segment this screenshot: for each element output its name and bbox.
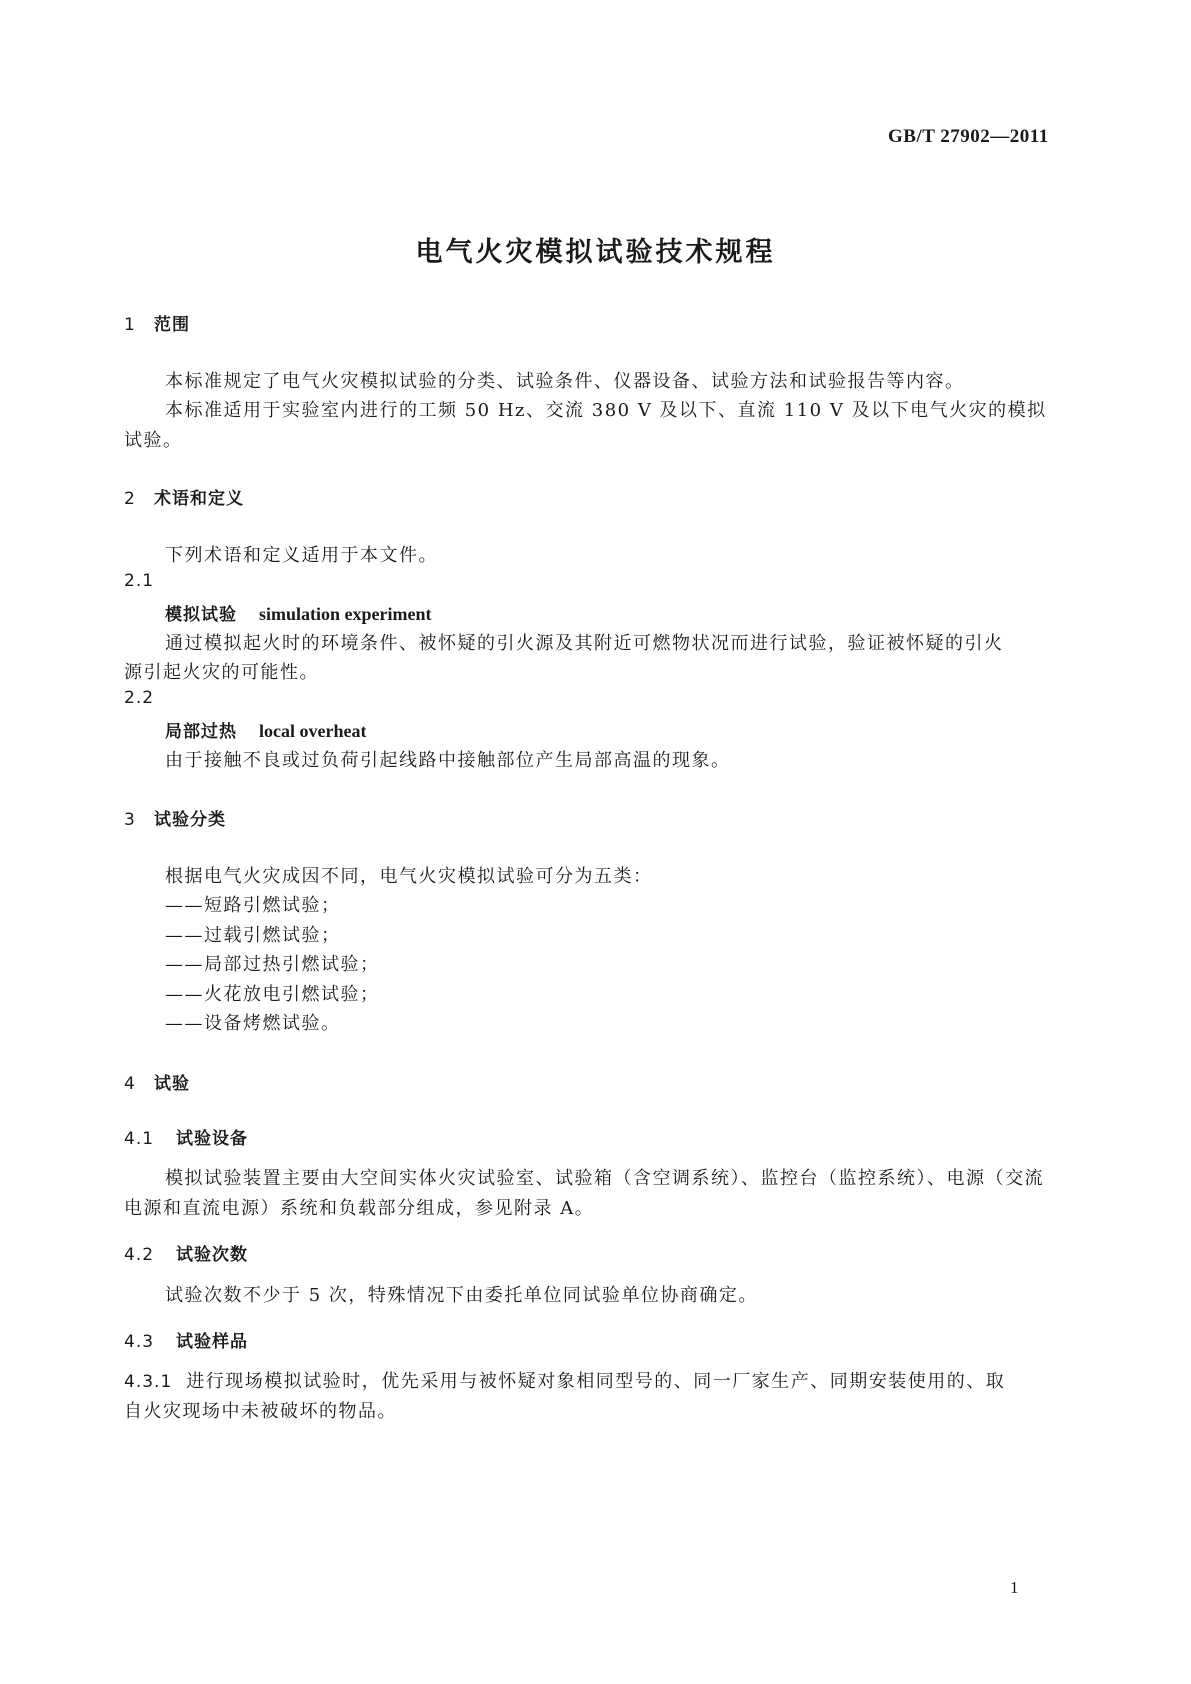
subsection-4-2-heading [124, 1240, 248, 1265]
term-chinese: 局部过热 [165, 722, 237, 742]
section-4-heading [124, 1069, 190, 1094]
term-2-1-definition-line-2: 源引起火灾的可能性。 [124, 662, 319, 683]
section-number: 2 [124, 489, 136, 509]
term-2-1-heading [165, 600, 432, 625]
list-item: ——短路引燃试验； [165, 895, 341, 916]
subsection-4-1-heading [124, 1124, 248, 1149]
subsection-title: 试验设备 [176, 1129, 248, 1149]
standard-code: GB/T 27902—2011 [888, 126, 1049, 147]
subsection-4-1-paragraph-line-1: 模拟试验装置主要由大空间实体火灾试验室、试验箱（含空调系统）、监控台（监控系统）、电源（交流 [165, 1168, 1044, 1189]
term-2-2-definition: 由于接触不良或过负荷引起线路中接触部位产生局部高温的现象。 [165, 750, 731, 771]
section-3-intro: 根据电气火灾成因不同，电气火灾模拟试验可分为五类： [165, 866, 653, 887]
term-2-2-number: 2.2 [124, 688, 155, 708]
term-english: simulation experiment [259, 604, 432, 624]
clause-4-3-1-line-2: 自火灾现场中未被破坏的物品。 [124, 1401, 397, 1422]
term-2-1-number: 2.1 [124, 571, 155, 591]
subsection-title: 试验次数 [176, 1245, 248, 1265]
section-3-heading [124, 805, 226, 830]
section-title: 试验 [154, 1074, 190, 1094]
section-number: 4 [124, 1074, 136, 1094]
clause-4-3-1-line-1 [124, 1367, 1005, 1393]
section-1-paragraph-1: 本标准规定了电气火灾模拟试验的分类、试验条件、仪器设备、试验方法和试验报告等内容。 [165, 371, 965, 392]
subsection-4-2-paragraph: 试验次数不少于 5 次，特殊情况下由委托单位同试验单位协商确定。 [165, 1285, 758, 1306]
subsection-4-3-heading [124, 1327, 248, 1352]
page-number: 1 [1010, 1578, 1019, 1597]
term-2-2-heading [165, 717, 366, 742]
list-item: ——局部过热引燃试验； [165, 954, 380, 975]
subsection-number: 4.3 [124, 1332, 155, 1352]
section-2-heading [124, 484, 244, 509]
subsection-number: 4.1 [124, 1129, 155, 1149]
subsection-number: 4.2 [124, 1245, 155, 1265]
section-1-paragraph-2-line-1: 本标准适用于实验室内进行的工频 50 Hz、交流 380 V 及以下、直流 110 V 及以下电气火灾的模拟 [165, 400, 1047, 421]
section-2-intro: 下列术语和定义适用于本文件。 [165, 545, 438, 566]
list-item: ——火花放电引燃试验； [165, 984, 380, 1005]
document-title: 电气火灾模拟试验技术规程 [415, 237, 776, 268]
clause-number: 4.3.1 [124, 1372, 173, 1392]
section-title: 术语和定义 [154, 489, 244, 509]
section-1-heading [124, 310, 190, 335]
subsection-title: 试验样品 [176, 1332, 248, 1352]
section-number: 3 [124, 810, 136, 830]
section-number: 1 [124, 315, 136, 335]
section-title: 试验分类 [154, 810, 226, 830]
term-english: local overheat [259, 721, 367, 741]
clause-text: 进行现场模拟试验时，优先采用与被怀疑对象相同型号的、同一厂家生产、同期安装使用的、取 [186, 1371, 1006, 1392]
subsection-4-1-paragraph-line-2: 电源和直流电源）系统和负载部分组成，参见附录 A。 [124, 1198, 595, 1219]
term-chinese: 模拟试验 [165, 605, 237, 625]
section-1-paragraph-2-line-2: 试验。 [124, 430, 183, 451]
list-item: ——设备烤燃试验。 [165, 1013, 341, 1034]
section-title: 范围 [154, 315, 190, 335]
term-2-1-definition-line-1: 通过模拟起火时的环境条件、被怀疑的引火源及其附近可燃物状况而进行试验，验证被怀疑的引火 [165, 633, 1004, 654]
list-item: ——过载引燃试验； [165, 925, 341, 946]
